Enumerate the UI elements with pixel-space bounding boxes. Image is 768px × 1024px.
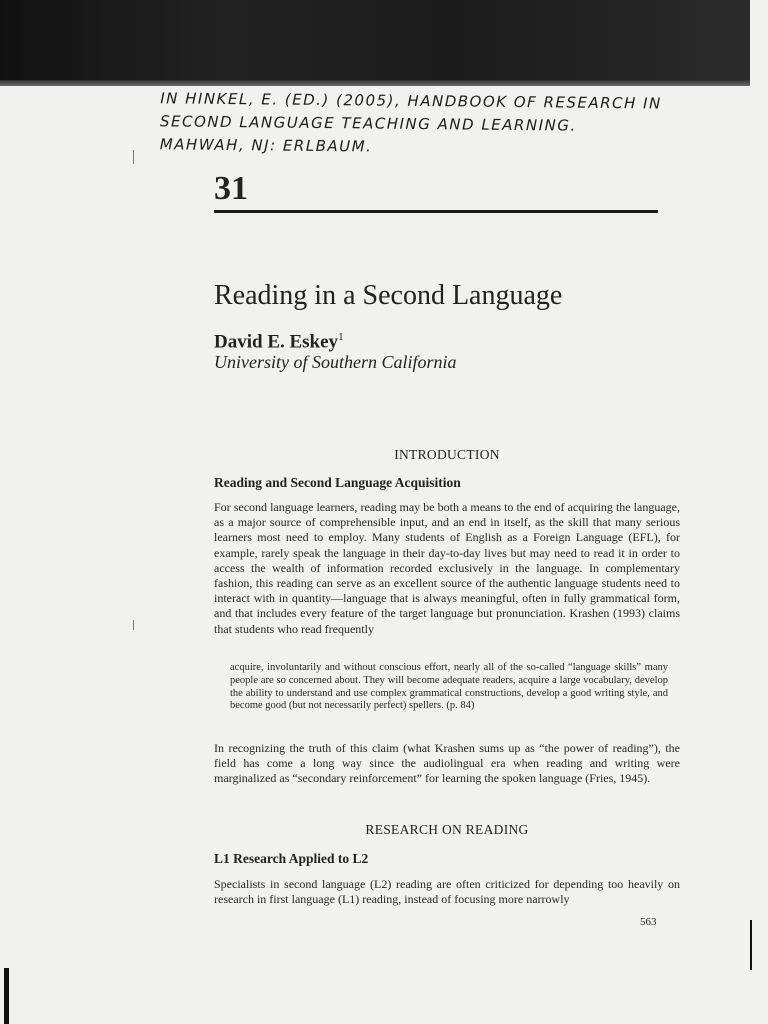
paragraph-2: In recognizing the truth of this claim (what Krashen sums up as “the power of reading”), the field has come a long way since the audiolingual era when reading and writing were marginalized as “secondary reinforcement” for learning the spoken language (Fries, 1945). <box>214 741 680 786</box>
chapter-number: 31 <box>214 170 248 207</box>
paragraph-1: For second language learners, reading may be both a means to the end of acquiring the language, as a major source of comprehensible input, and an end in itself, as the skill that many serious learners most need to employ. Many students of English as a Foreign Language (EFL), for example, rarely speak the language in their day-to-day lives but may need to read it in order to access the wealth of information recorded exclusively in the language. In complementary fashion, this reading can serve as an excellent source of the authentic language students need to interact with in quantity—language that is always meaningful, often in fully grammatical form, and that includes every feature of the target language but pronunciation. Krashen (1993) claims that students who read frequently <box>214 500 680 636</box>
author-affiliation: University of Southern California <box>214 352 457 372</box>
handwritten-line-2: SECOND LANGUAGE TEACHING AND LEARNING. <box>159 112 577 135</box>
scan-edge-mark <box>750 920 752 970</box>
chapter-rule <box>214 210 658 213</box>
subheading-l1-research: L1 Research Applied to L2 <box>214 851 369 866</box>
author-name <box>214 331 344 353</box>
paragraph-3: Specialists in second language (L2) reading are often criticized for depending too heavily on research in first language (L1) reading, instead of focusing more narrowly <box>214 877 680 907</box>
chapter-title: Reading in a Second Language <box>214 280 563 311</box>
scan-edge-mark <box>4 968 9 1024</box>
handwritten-line-3: MAHWAH, NJ: ERLBAUM. <box>159 135 373 156</box>
subheading-reading-sla: Reading and Second Language Acquisition <box>214 475 461 490</box>
margin-tick <box>133 150 134 164</box>
section-heading-introduction: INTRODUCTION <box>394 447 500 462</box>
section-heading-research: RESEARCH ON READING <box>365 822 529 837</box>
handwritten-line-1: IN HINKEL, E. (ED.) (2005), HANDBOOK OF RESEARCH IN <box>160 89 662 113</box>
margin-tick <box>133 620 134 630</box>
page-number: 563 <box>640 916 657 928</box>
block-quote: acquire, involuntarily and without conscious effort, nearly all of the so-called “language skills” many people are so concerned about. They will become adequate readers, acquire a large vocabulary, develop the ability to understand and use complex grammatical constructions, develop a good writing style, and become good (but not necessarily perfect) spellers. (p. 84) <box>230 662 668 712</box>
author-name-text: David E. Eskey <box>214 331 339 353</box>
scan-dark-border <box>0 0 750 86</box>
author-footnote-mark: 1 <box>338 331 344 343</box>
handwritten-citation-note <box>160 87 681 161</box>
